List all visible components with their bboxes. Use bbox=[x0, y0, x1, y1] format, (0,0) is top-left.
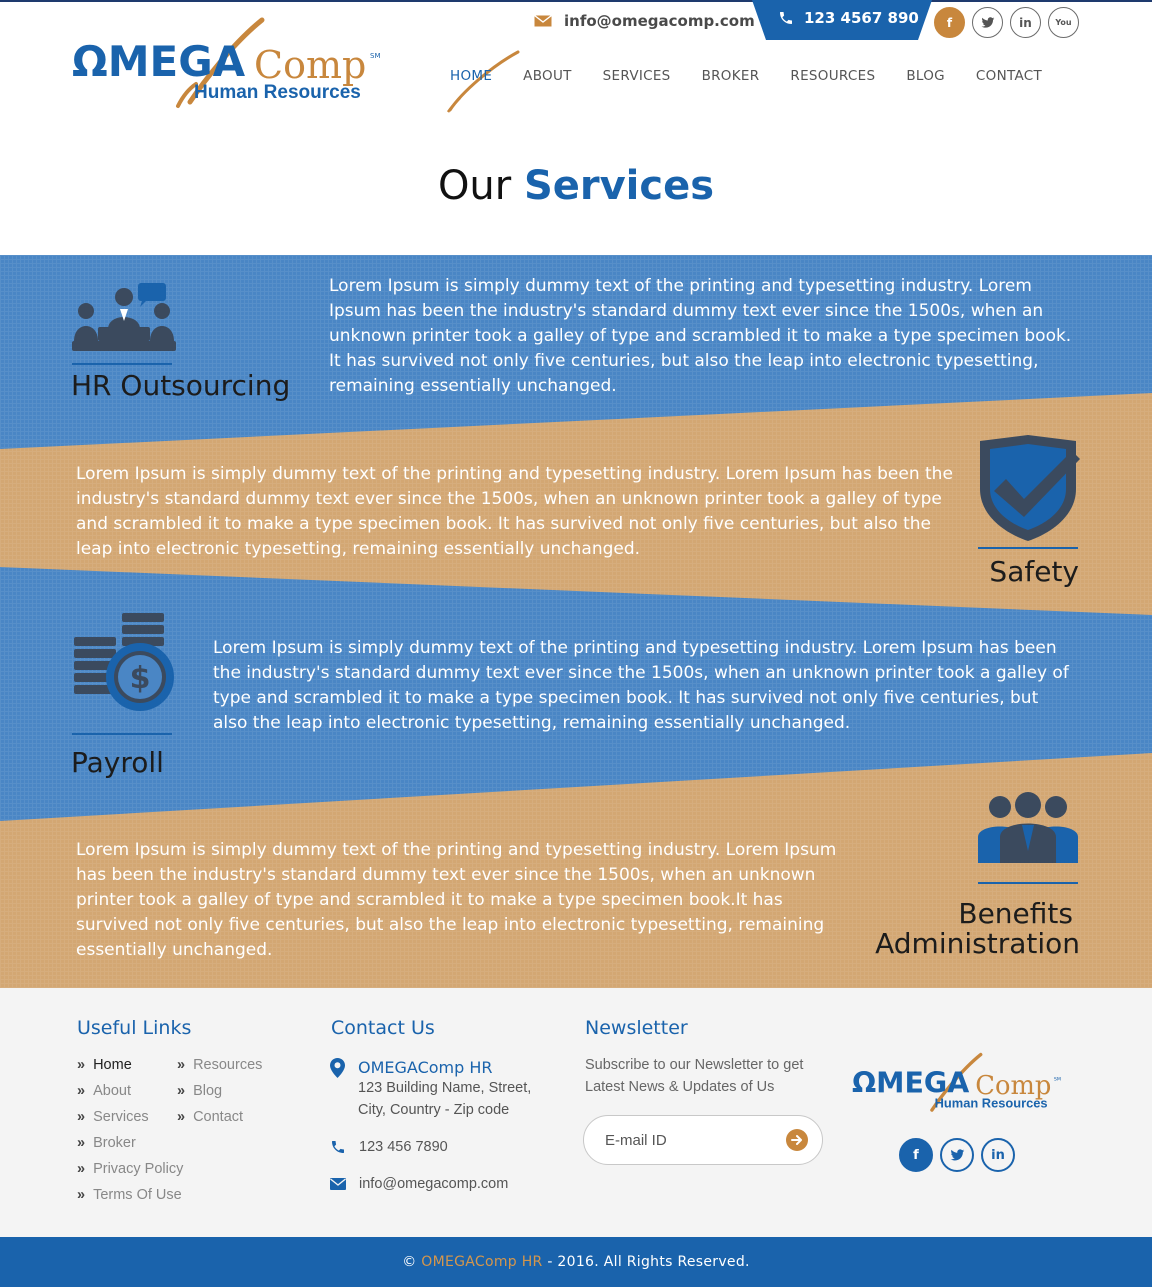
newsletter-description: Subscribe to our Newsletter to get Latest News & Updates of Us bbox=[585, 1057, 804, 1095]
footer-logo[interactable] bbox=[852, 1050, 1062, 1116]
linkedin-icon[interactable]: in bbox=[981, 1138, 1015, 1172]
svg-text:Human Resources: Human Resources bbox=[194, 82, 361, 103]
facebook-icon[interactable]: f bbox=[934, 7, 965, 38]
contact-phone[interactable] bbox=[330, 1139, 448, 1158]
nav-resources[interactable]: RESOURCES bbox=[790, 68, 876, 84]
svg-text:$: $ bbox=[129, 661, 151, 696]
footer-link-blog[interactable]: » Blog bbox=[177, 1083, 223, 1099]
nav-about[interactable]: ABOUT bbox=[523, 68, 572, 84]
service-divider bbox=[978, 882, 1078, 884]
svg-text:ΩMEGA: ΩMEGA bbox=[852, 1066, 970, 1100]
svg-text:SM: SM bbox=[1053, 1077, 1061, 1083]
people-group-icon bbox=[976, 791, 1080, 863]
svg-text:Comp: Comp bbox=[975, 1070, 1052, 1101]
linkedin-icon[interactable]: in bbox=[1010, 7, 1041, 38]
nav-blog[interactable]: BLOG bbox=[906, 68, 945, 84]
service-title-payroll: Payroll bbox=[71, 746, 164, 779]
map-pin-icon bbox=[330, 1058, 345, 1078]
meeting-icon bbox=[72, 281, 176, 357]
newsletter-heading: Newsletter bbox=[585, 1017, 688, 1039]
service-divider bbox=[72, 733, 172, 735]
service-text-payroll: Lorem Ipsum is simply dummy text of the printing and typesetting industry. Lorem Ipsum has been the industry's standard dummy text ever since the 1500s, when an unknown printer took a galley of type and scrambled it to make a type specimen book. It has survived not only five centuries, but also the leap into electronic typesetting, remaining essentially unchanged. bbox=[213, 638, 1069, 733]
service-divider bbox=[72, 363, 172, 365]
phone-icon bbox=[330, 1139, 346, 1155]
service-title-benefits-line2: Administration bbox=[875, 927, 1080, 960]
site-logo[interactable] bbox=[72, 14, 382, 110]
facebook-icon[interactable]: f bbox=[899, 1138, 933, 1172]
useful-links-heading: Useful Links bbox=[77, 1017, 192, 1039]
contact-address bbox=[330, 1058, 531, 1121]
copyright-bar: © OMEGAComp HR - 2016. All Rights Reserved. bbox=[0, 1237, 1152, 1287]
service-text-benefits: Lorem Ipsum is simply dummy text of the printing and typesetting industry. Lorem Ipsum has been the industry's standard dummy text ever since the 1500s, when an unknown printer took a galley of type and scrambled it to make a type specimen book.It has survived not only five centuries, but also the leap into electronic typesetting, remaining essentially unchanged. bbox=[76, 840, 837, 960]
header-phone-text: 123 4567 890 bbox=[804, 9, 919, 27]
footer-link-privacy-policy[interactable]: » Privacy Policy bbox=[77, 1161, 184, 1177]
copyright-brand: OMEGAComp HR bbox=[421, 1254, 543, 1270]
contact-company-name: OMEGAComp HR bbox=[358, 1058, 493, 1077]
footer-link-about[interactable]: » About bbox=[77, 1083, 131, 1099]
nav-services[interactable]: SERVICES bbox=[602, 68, 671, 84]
arrow-right-icon bbox=[791, 1134, 803, 1146]
site-header bbox=[0, 0, 1152, 130]
svg-text:SM: SM bbox=[370, 52, 381, 60]
contact-email[interactable] bbox=[330, 1178, 508, 1195]
shield-check-icon bbox=[976, 435, 1080, 543]
svg-text:Human Resources: Human Resources bbox=[934, 1095, 1048, 1111]
envelope-icon bbox=[330, 1178, 346, 1190]
youtube-icon[interactable]: You bbox=[1048, 7, 1079, 38]
service-title-safety: Safety bbox=[989, 555, 1079, 588]
main-nav bbox=[450, 68, 1042, 84]
contact-address-line1: 123 Building Name, Street, bbox=[358, 1080, 532, 1096]
contact-email-text: info@omegacomp.com bbox=[359, 1176, 509, 1192]
service-divider bbox=[978, 547, 1078, 549]
useful-links-col2 bbox=[177, 1052, 262, 1130]
footer-link-resources[interactable]: » Resources bbox=[177, 1057, 263, 1073]
footer-link-contact[interactable]: » Contact bbox=[177, 1109, 244, 1125]
footer-link-home[interactable]: » Home bbox=[77, 1057, 132, 1073]
twitter-icon[interactable] bbox=[940, 1138, 974, 1172]
service-title-benefits-line1: Benefits bbox=[958, 897, 1073, 930]
useful-links-col1 bbox=[77, 1052, 183, 1208]
nav-contact[interactable]: CONTACT bbox=[975, 68, 1043, 84]
twitter-icon[interactable] bbox=[972, 7, 1003, 38]
contact-address-line2: City, Country - Zip code bbox=[358, 1102, 510, 1118]
phone-icon bbox=[778, 10, 794, 26]
footer-social bbox=[899, 1138, 1015, 1172]
footer-link-terms-of-use[interactable]: » Terms Of Use bbox=[77, 1187, 182, 1203]
service-text-safety: Lorem Ipsum is simply dummy text of the printing and typesetting industry. Lorem Ipsum has been the industry's standard dummy text ever since the 1500s, when an unknown printer took a galley of type and scrambled it to make a type specimen book. It has survived not only five centuries, but also the leap into electronic typesetting, remaining essentially unchanged. bbox=[76, 464, 953, 559]
header-social bbox=[934, 7, 1079, 38]
coins-dollar-icon bbox=[72, 611, 176, 715]
contact-phone-text: 123 456 7890 bbox=[359, 1139, 448, 1155]
service-text-hr-outsourcing: Lorem Ipsum is simply dummy text of the printing and typesetting industry. Lorem Ipsum has been the industry's standard dummy text ever since the 1500s, when an unknown printer took a galley of type and scrambled it to make a type specimen book. It has survived not only five centuries, but also the leap into electronic typesetting, remaining essentially unchanged. bbox=[329, 276, 1072, 396]
newsletter-submit-button[interactable] bbox=[786, 1129, 808, 1151]
footer-link-services[interactable]: » Services bbox=[77, 1109, 149, 1125]
contact-heading: Contact Us bbox=[331, 1017, 435, 1039]
svg-text:Comp: Comp bbox=[254, 43, 367, 87]
nav-broker[interactable]: BROKER bbox=[701, 68, 760, 84]
header-email[interactable] bbox=[534, 10, 755, 32]
header-phone[interactable] bbox=[752, 0, 932, 40]
nav-home[interactable]: HOME bbox=[450, 68, 493, 84]
svg-text:ΩMEGA: ΩMEGA bbox=[72, 37, 246, 86]
envelope-icon bbox=[534, 15, 552, 27]
services-section bbox=[0, 255, 1152, 988]
footer-link-broker[interactable]: » Broker bbox=[77, 1135, 136, 1151]
header-email-text: info@omegacomp.com bbox=[564, 12, 755, 30]
service-title-hr-outsourcing: HR Outsourcing bbox=[71, 369, 291, 402]
page-title: Our Services bbox=[437, 163, 715, 209]
